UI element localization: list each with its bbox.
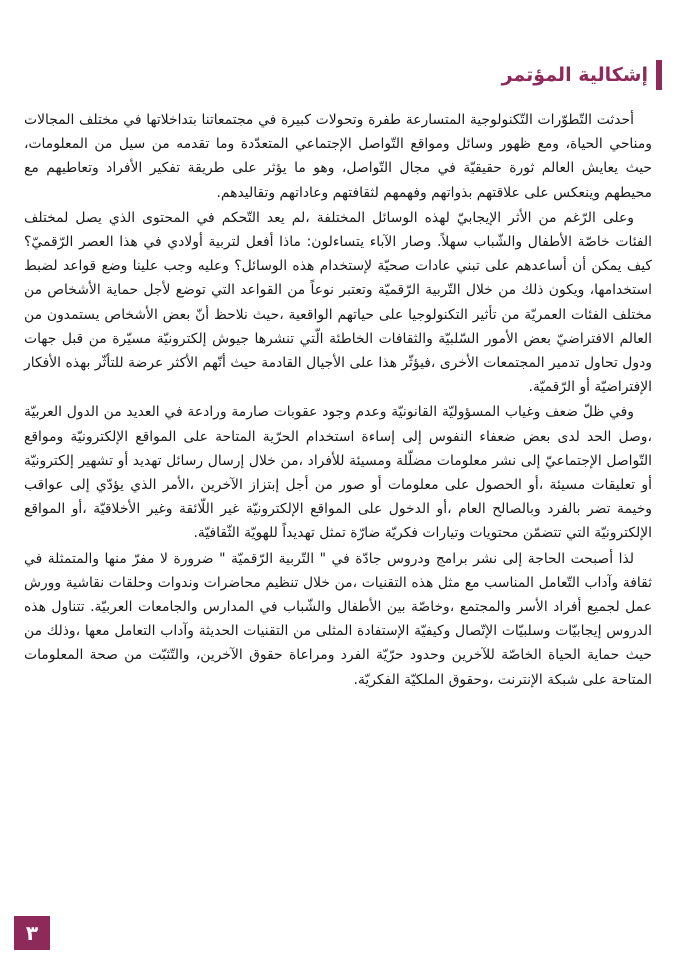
heading-accent-bar — [656, 60, 662, 90]
page-number: ٣ — [14, 916, 50, 950]
paragraph-legal-responsibility: وفي ظلّ ضعف وغياب المسؤوليّة القانونيّة وعدم وجود عقوبات صارمة ورادعة في العديد من الدول العربيّة ،وصل الحد لدى بعض ضعفاء النفوس إلى إساءة استخدام الحرّية المتاحة على المواقع الإلكترونيّة ومواقع التّواصل الإجتماعيّ إلى نشر معلومات مضلّلة ومسيئة للأفراد ،من خلال إرسال رسائل تهديد أو تشهير إلكترونيّة أو تعليقات مسيئة ،أو الحصول على معلومات أو صور من أجل إبتزاز الآخرين ،الأمر الذي يؤدّي إلى عواقب وخيمة تضر بالفرد وبالصالح العام ،أو الدخول على المواقع الإلكترونيّة غير اللّائقة وغير الأخلاقيّة ،أو المواقع الإلكترونيّة التي تتضمّن محتويات وتيارات فكريّة ضارّة تمثل تهديداً للهويّة الثّقافيّة. — [24, 404, 652, 542]
heading-title: إشكالية المؤتمر — [501, 64, 648, 86]
section-heading — [502, 60, 662, 90]
paragraph-digital-education: وعلى الرّغم من الأثر الإيجابيّ لهذه الوسائل المختلفة ،لم يعد التّحكم في المحتوى الذي يصل لمختلف الفئات خاصّة الأطفال والشّباب سهلاً. وصار الآباء يتساءلون: ماذا أفعل لتربية أولادي في هذا العصر الرّقميّ؟ كيف يمكن أن أساعدهم على تبني عادات صحيّة لإستخدام هذه الوسائل؟ وعليه وجب علينا وضع قواعد لضبط استخدامها، ويكون ذلك من خلال التّربية الرّقميّة وتعتبر نوعاً من القواعد التي توضع لأجل حماية الأشخاص من مختلف الفئات العمريّة من تأثير التكنولوجيا على حياتهم الواقعية ،حيث نلاحظ أنّ بعض الأشخاص يستمدون من العالم الافتراضيّ بعض الأمور السّلبيّة والثقافات الخاطئة الّتي تنشرها جيوش إلكترونيّة مسيّرة من قبل جهات ودول تحاول تدمير المجتمعات الأخرى ،فيؤثّر هذا على الأجيال القادمة حيث أنّهم الأكثر عرضة للتأثّر بهذه الأفكار الإفتراضيّة أو الرّقميّة. — [24, 209, 652, 396]
paragraph-intro: أحدثت التّطوّرات التّكنولوجية المتسارعة طفرة وتحولات كبيرة في مجتمعاتنا بتداخلاتها في مختلف المجالات ومناحي الحياة، ومع ظهور وسائل ومواقع التّواصل الإجتماعي المتعدّدة وما تقدمه من سيل من المعلومات، حيث يعايش العالم ثورة حقيقيّة في مجال التّواصل، وهو ما يؤثر على طريقة تفكير الأفراد وتعاطيهم مع محيطهم وينعكس على علاقتهم بذواتهم وفهمهم لثقافتهم وعاداتهم وتقاليدهم. — [24, 112, 652, 201]
paragraph-conclusion: لذا أصبحت الحاجة إلى نشر برامج ودروس جادّة في " التّربية الرّقميّة " ضرورة لا مفرّ منها والمتمثلة في ثقافة وآداب التّعامل المناسب مع مثل هذه التقنيات ،من خلال تنظيم محاضرات وندوات وحلقات نقاشية وورش عمل لجميع أفراد الأسر والمجتمع ،وخاصّة بين الأطفال والشّباب في المدارس والجامعات العربيّة. تتناول هذه الدروس إيجابيّات وسلبيّات الإتّصال وكيفيّة الإستفادة المثلى من التقنيات الحديثة وآداب التعامل معها ،وذلك من حيث حماية الحياة الخاصّة للآخرين وحدود حرّيّة الفرد ومراعاة حقوق الآخرين، والتّثبّت من صحة المعلومات المتاحة على شبكة الإنترنت ،وحقوق الملكيّة الفكريّة. — [24, 550, 652, 688]
body-text — [24, 108, 652, 693]
